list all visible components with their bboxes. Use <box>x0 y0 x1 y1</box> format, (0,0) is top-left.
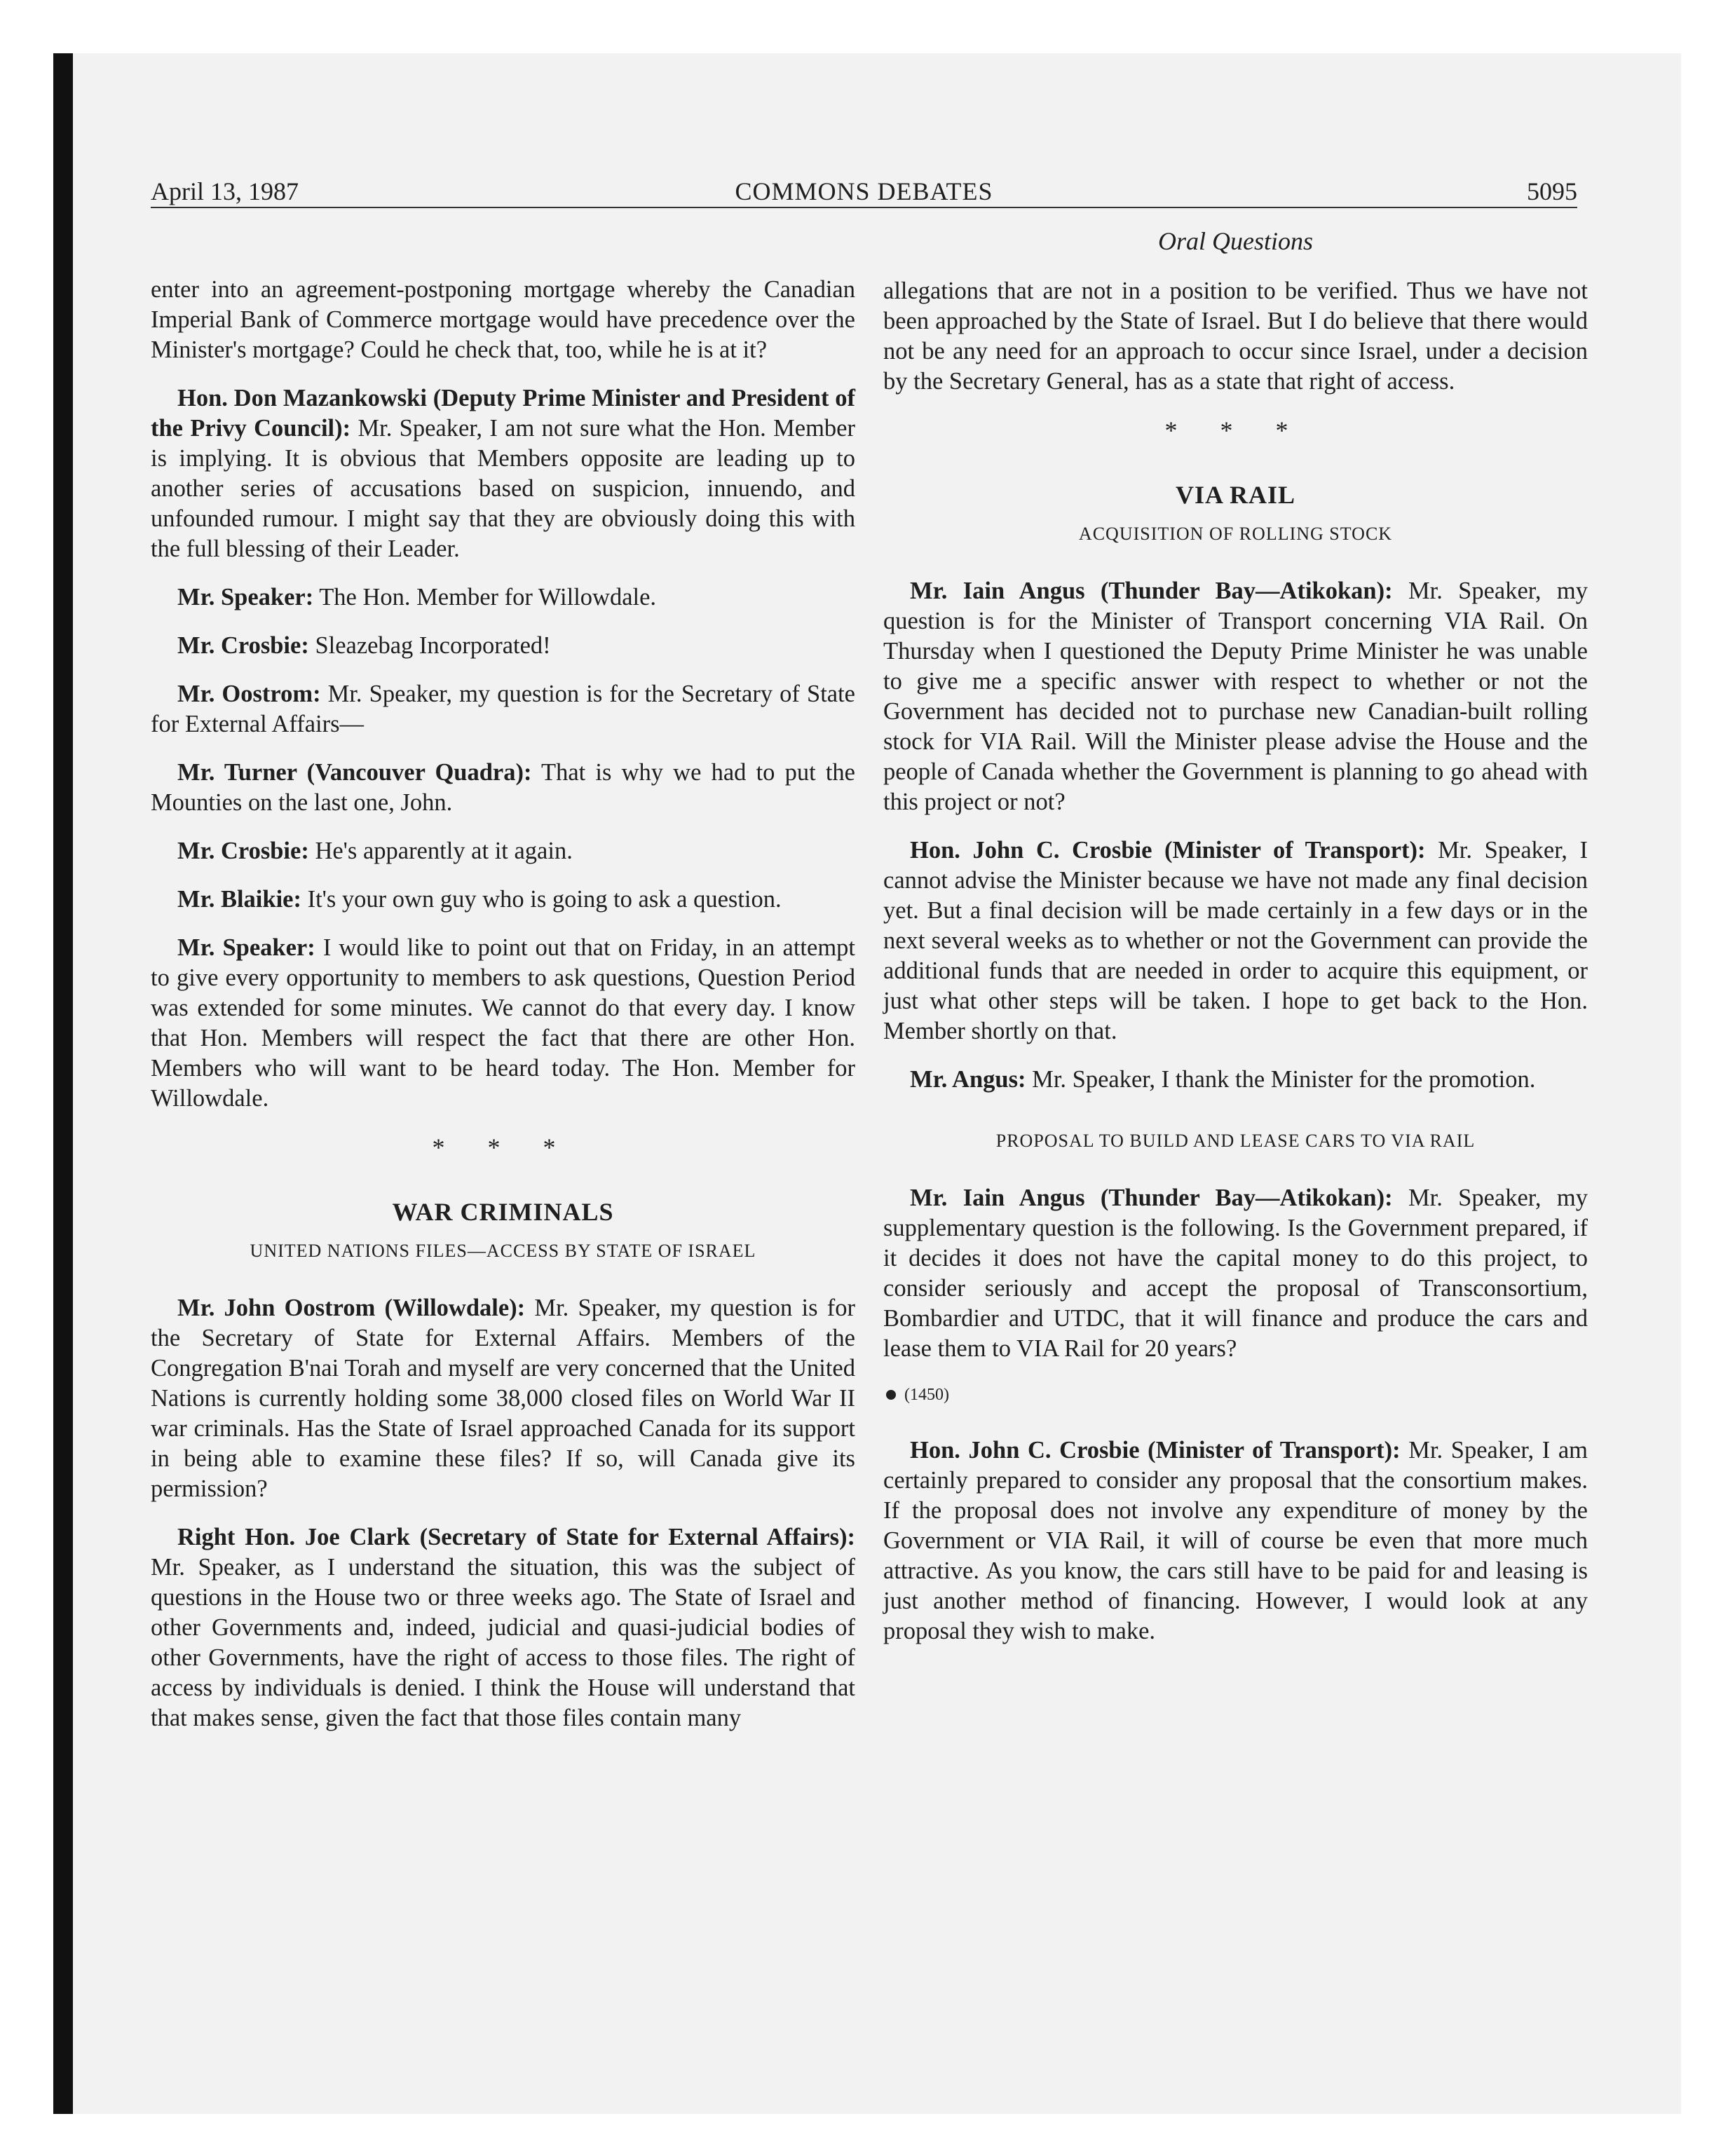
page-header <box>151 174 1577 209</box>
speech-text: Mr. Speaker, my question is for the Secretary of State for External Affairs— <box>151 681 855 737</box>
speech-text: Mr. Speaker, I am not sure what the Hon. Member is implying. It is obvious that Members opposite are leading up to another series of accusations based on suspicion, innuendo, and unfounded rumour. I might say that they are obviously doing this with the full blessing of their Leader. <box>151 415 855 562</box>
speech-text: That is why we had to put the Mounties on the last one, John. <box>151 759 855 816</box>
speech-text: Mr. Speaker, I am certainly prepared to consider any proposal that the consortium makes. If the proposal does not involve any expenditure of money by the Government or VIA Rail, it will of course be even that more much attractive. As you know, the cars still have to be paid for and leasing is just another method of financing. However, I would look at any proposal they wish to make. <box>883 1437 1588 1644</box>
speech-paragraph <box>151 679 855 739</box>
timestamp-text: (1450) <box>904 1386 949 1404</box>
speech-paragraph <box>151 758 855 818</box>
speech-paragraph <box>883 835 1588 1046</box>
speech-text: It's your own guy who is going to ask a question. <box>301 886 782 913</box>
section-subheading: PROPOSAL TO BUILD AND LEASE CARS TO VIA RAIL <box>995 1131 1476 1151</box>
speaker-name: Mr. Speaker: <box>177 584 314 610</box>
speech-text: Mr. Speaker, as I understand the situation, this was the subject of questions in the House two or three weeks ago. The State of Israel and other Governments and, indeed, judicial and quasi-judicial bodies of other Governments, have the right of access to those files. The right of access by individuals is denied. I think the House will understand that that makes sense, given the fact that those files contain many <box>151 1554 855 1731</box>
speech-text: Sleazebag Incorporated! <box>308 632 551 659</box>
section-heading: VIA RAIL <box>1175 481 1296 509</box>
timestamp-marker <box>883 1382 1588 1407</box>
header-date: April 13, 1987 <box>151 177 299 205</box>
speech-text: I would like to point out that on Friday, in an attempt to give every opportunity to members to ask questions, Question Period was extended for some minutes. We cannot do that every day. I know that Hon. Members will respect the fact that there are other Hon. Members who will want to be heard today. The Hon. Member for Willowdale. <box>151 934 855 1112</box>
speech-text: Mr. Speaker, I cannot advise the Minister because we have not made any final decision yet. But a final decision will be made certainly in a few days or in the next several weeks as to whether or not the Government can provide the additional funds that are needed in order to acquire this equipment, or just what other steps will be taken. I hope to get back to the Hon. Member shortly on that. <box>883 837 1588 1044</box>
speech-paragraph <box>883 1435 1588 1646</box>
paragraph: enter into an agreement-postponing mortgage whereby the Canadian Imperial Bank of Commerce mortgage would have precedence over the Minister's mortgage? Could he check that, too, while he is at it? <box>151 276 855 363</box>
speaker-name: Hon. John C. Crosbie (Minister of Transport): <box>910 837 1426 864</box>
section-separator: * * * <box>432 1133 574 1161</box>
speaker-name: Right Hon. Joe Clark (Secretary of State for External Affairs): <box>177 1524 855 1550</box>
speech-text: Mr. Speaker, my supplementary question is the following. Is the Government prepared, if it decides it does not have the capital money to do this project, to consider seriously and accept the proposal of Transconsortium, Bombardier and UTDC, that it will finance and produce the cars and lease them to VIA Rail for 20 years? <box>883 1185 1588 1362</box>
speech-text: Mr. Speaker, my question is for the Minister of Transport concerning VIA Rail. On Thursday when I questioned the Deputy Prime Minister he was unable to give me a specific answer with respect to whether or not the Government has decided not to purchase new Canadian-built rolling stock for VIA Rail. Will the Minister please advise the House and the people of Canada whether the Government is planning to go ahead with this project or not? <box>883 578 1588 815</box>
speech-paragraph <box>151 885 855 915</box>
speech-paragraph <box>151 582 855 613</box>
speech-paragraph <box>883 1183 1588 1364</box>
running-section-label: Oral Questions <box>1157 227 1313 255</box>
binding-edge <box>53 53 73 2114</box>
header-publication: COMMONS DEBATES <box>735 177 993 205</box>
speaker-name: Mr. Oostrom: <box>177 681 321 707</box>
speech-text: Mr. Speaker, my question is for the Secretary of State for External Affairs. Members of the Congregation B'nai Torah and myself are very concerned that the United Nations is currently holding some 38,000 closed files on World War II war criminals. Has the State of Israel approached Canada for its support in being able to examine these files? If so, will Canada give its permission? <box>151 1295 855 1502</box>
speaker-name: Mr. Turner (Vancouver Quadra): <box>177 759 532 786</box>
bullet-icon <box>886 1390 896 1400</box>
section-subheading: ACQUISITION OF ROLLING STOCK <box>1078 524 1393 544</box>
speech-paragraph <box>151 1522 855 1733</box>
section-subheading: UNITED NATIONS FILES—ACCESS BY STATE OF ISRAEL <box>250 1241 756 1261</box>
paragraph: allegations that are not in a position to be verified. Thus we have not been approached by the State of Israel. But I do believe that there would not be any need for an approach to occur since Israel, under a decision by the Secretary General, has as a state that right of access. <box>883 278 1588 395</box>
speech-text: Mr. Speaker, I thank the Minister for the promotion. <box>1026 1066 1536 1093</box>
header-page-number: 5095 <box>1527 177 1577 205</box>
left-column <box>151 275 855 1752</box>
speaker-name: Mr. Iain Angus (Thunder Bay—Atikokan): <box>910 1185 1393 1211</box>
speech-paragraph <box>151 933 855 1114</box>
speaker-name: Mr. Angus: <box>910 1066 1026 1093</box>
speaker-name: Mr. Iain Angus (Thunder Bay—Atikokan): <box>910 578 1393 604</box>
speech-text: He's apparently at it again. <box>308 838 573 864</box>
speech-text: The Hon. Member for Willowdale. <box>313 584 657 610</box>
speech-paragraph <box>151 1293 855 1504</box>
section-heading: WAR CRIMINALS <box>392 1198 614 1226</box>
speaker-name: Hon. John C. Crosbie (Minister of Transport): <box>910 1437 1401 1464</box>
section-separator: * * * <box>1164 416 1307 444</box>
speaker-name: Mr. Speaker: <box>177 934 315 961</box>
right-column <box>883 224 1588 1665</box>
speech-paragraph <box>883 1065 1588 1095</box>
speaker-name: Mr. John Oostrom (Willowdale): <box>177 1295 526 1321</box>
speaker-name: Mr. Blaikie: <box>177 886 301 913</box>
speech-paragraph <box>883 576 1588 817</box>
speaker-name: Hon. Don Mazankowski (Deputy Prime Minister and President of the Privy Council): <box>151 385 855 442</box>
speech-paragraph <box>151 836 855 866</box>
speaker-name: Mr. Crosbie: <box>177 632 309 659</box>
header-rule <box>151 207 1577 208</box>
speech-paragraph <box>151 631 855 661</box>
speech-paragraph <box>151 383 855 564</box>
speaker-name: Mr. Crosbie: <box>177 838 309 864</box>
